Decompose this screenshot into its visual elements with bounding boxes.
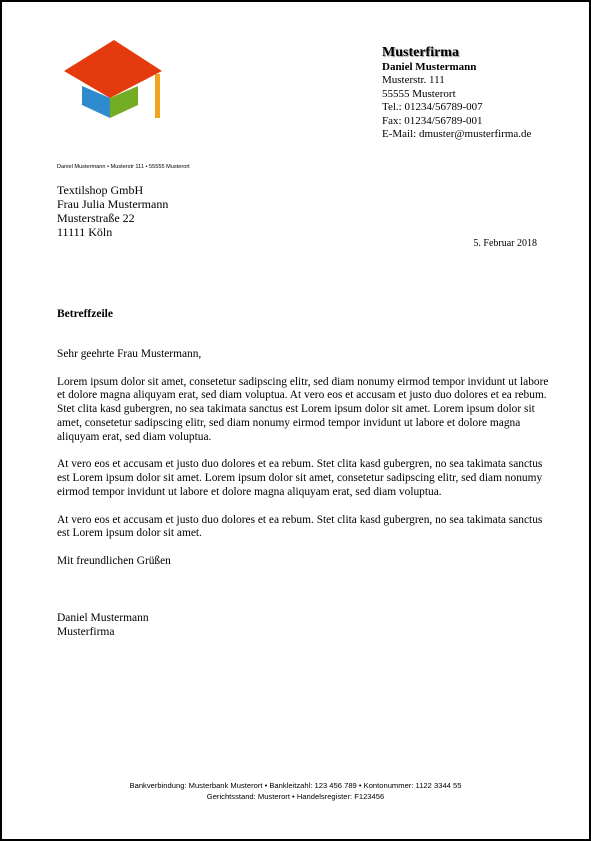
sender-street: Musterstr. 111 [382,74,445,87]
signature-name: Daniel Mustermann [57,612,149,624]
footer-bank-line: Bankverbindung: Musterbank Musterort • Bankleitzahl: 123 456 789 • Kontonummer: 1122 3344 55 [129,781,462,790]
subject-line: Betreffzeile [57,308,113,320]
signature-block [57,611,149,639]
sender-city: 55555 Musterort [382,87,456,100]
return-address-line: Daniel Mustermann • Musterstr 111 • 55555 Musterort [57,164,190,170]
recipient-address [57,183,168,239]
recipient-person: Frau Julia Mustermann [57,197,169,211]
recipient-company: Textilshop GmbH [57,183,144,197]
closing: Mit freundlichen Grüßen [57,554,171,567]
body-paragraph: At vero eos et accusam et justo duo dolores et ea rebum. Stet clita kasd gubergren, no sea takimata sanctus est Lorem ipsum dolor sit amet. [57,513,543,540]
graduation-cap-cube-icon [62,38,166,122]
sender-phone: Tel.: 01234/56789-007 [382,101,483,114]
footer-register-line: Gerichtsstand: Musterort • Handelsregister: F123456 [206,791,385,801]
recipient-city: 11111 Köln [57,225,113,239]
body-paragraph: At vero eos et accusam et justo duo dolores et ea rebum. Stet clita kasd gubergren, no sea takimata sanctus est Lorem ipsum dolor sit amet. Lorem ipsum dolor sit amet, consetetur sadipscing elitr, sed diam nonumy eirmod tempor invidunt ut labore et dolore magna aliquyam erat, sed diam voluptua. [57,458,543,498]
body-paragraph: Lorem ipsum dolor sit amet, consetetur sadipscing elitr, sed diam nonumy eirmod tempor invidunt ut labore et dolore magna aliquyam erat, sed diam voluptua. At vero eos et accusam et justo duo dolores et ea rebum. Stet clita kasd gubergren, no sea takimata sanctus est Lorem ipsum dolor sit amet. Lorem ipsum dolor sit amet, consetetur sadipscing elitr, sed diam nonumy eirmod tempor invidunt ut labore et dolore magna aliquyam erat, sed diam voluptua. [57,375,549,443]
sender-email: E-Mail: dmuster@musterfirma.de [382,128,532,141]
recipient-street: Musterstraße 22 [57,211,135,225]
sender-company: Musterfirma [382,45,459,60]
sender-fax: Fax: 01234/56789-001 [382,114,483,127]
letter-body [57,348,557,583]
letter-date: 5. Februar 2018 [473,238,537,249]
salutation: Sehr geehrte Frau Mustermann, [57,348,202,360]
letter-footer [2,781,589,802]
company-logo [62,38,166,122]
sender-block [382,44,531,141]
signature-company: Musterfirma [57,626,115,638]
sender-name: Daniel Mustermann [382,61,477,73]
